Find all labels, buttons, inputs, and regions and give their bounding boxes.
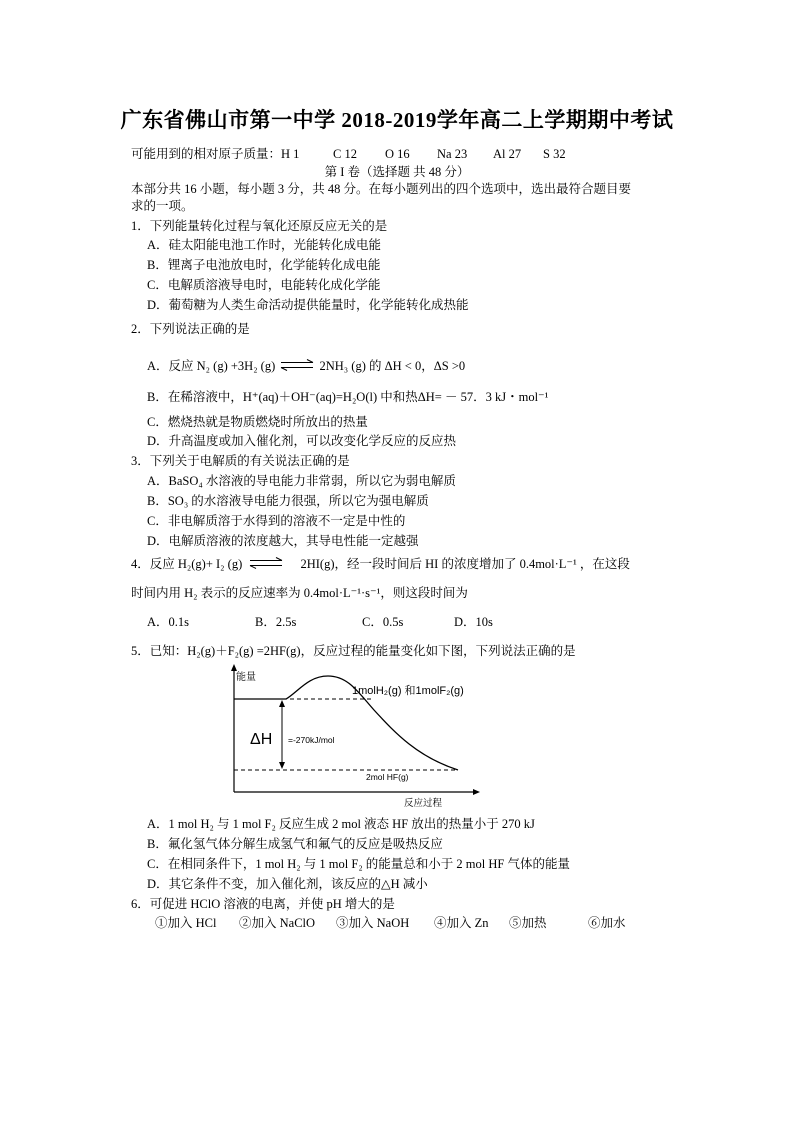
delta-h-arrow-up-icon [279, 700, 285, 707]
atomic-mass-o: O 16 [385, 147, 410, 161]
q1-option-c: C．电解质溶液导电时，电能转化成化学能 [147, 278, 381, 292]
delta-h-value: =-270kJ/mol [288, 735, 335, 745]
q4-stem-products: 2HI(g)，经一段时间后 HI 的浓度增加了 0.4mol·L⁻¹ ，在这段 [300, 557, 630, 571]
q4-options [147, 614, 493, 630]
exam-title: 广东省佛山市第一中学 2018-2019学年高二上学期期中考试 [120, 108, 674, 132]
q1-stem: 1．下列能量转化过程与氧化还原反应无关的是 [131, 219, 388, 233]
energy-diagram [226, 662, 486, 812]
q2-option-d: D．升高温度或加入催化剂，可以改变化学反应的反应热 [147, 434, 457, 448]
q4-option-b: B．2.5s [255, 615, 297, 629]
q5-option-a: A．1 mol H₂ 与 1 mol F₂ 反应生成 2 mol 液态 HF 放出的热量小于 270 kJ [147, 817, 535, 831]
q1-option-b: B．锂离子电池放电时，化学能转化成电能 [147, 258, 381, 272]
instructions-line-2: 求的一项。 [131, 199, 194, 213]
q2-option-c: C．燃烧热就是物质燃烧时所放出的热量 [147, 415, 368, 429]
equilibrium-arrow-icon [249, 557, 283, 569]
q1-option-d: D．葡萄糖为人类生命活动提供能量时，化学能转化成热能 [147, 298, 469, 312]
atomic-mass-h: H 1 [281, 147, 300, 161]
q6-option-6: ⑥加水 [588, 916, 626, 930]
atomic-masses-line [131, 146, 566, 162]
q2-stem: 2．下列说法正确的是 [131, 322, 250, 336]
reactant-label: 1molH₂(g) 和1molF₂(g) [352, 685, 464, 697]
x-axis-arrow-icon [473, 789, 480, 795]
q3-stem: 3．下列关于电解质的有关说法正确的是 [131, 454, 350, 468]
q2-option-a-products: 2NH₃ (g) 的 ΔH < 0，ΔS >0 [319, 359, 466, 373]
q4-option-d: D．10s [454, 615, 493, 629]
y-axis-arrow-icon [231, 664, 237, 671]
q6-option-2: ②加入 NaClO [239, 916, 316, 930]
q2-option-a [147, 358, 465, 374]
q5-option-d: D．其它条件不变，加入催化剂，该反应的△H 减小 [147, 877, 428, 891]
atomic-mass-c: C 12 [333, 147, 357, 161]
q6-stem: 6．可促进 HClO 溶液的电离，并使 pH 增大的是 [131, 897, 395, 911]
q2-option-b: B．在稀溶液中，H⁺(aq)＋OH⁻(aq)=H₂O(l) 中和热ΔH= － 57．3 kJ・mol⁻¹ [147, 390, 549, 404]
q4-stem-line-2: 时间内用 H₂ 表示的反应速率为 0.4mol·L⁻¹·s⁻¹，则这段时间为 [131, 586, 468, 600]
x-axis-label: 反应过程 [404, 798, 443, 809]
q4-option-c: C．0.5s [362, 615, 404, 629]
q3-option-b: B．SO₃ 的水溶液导电能力很强，所以它为强电解质 [147, 494, 429, 508]
delta-h-symbol: ΔH [250, 731, 273, 748]
q4-stem [131, 556, 630, 572]
atomic-mass-s: S 32 [543, 147, 566, 161]
q3-option-a: A．BaSO₄ 水溶液的导电能力非常弱，所以它为弱电解质 [147, 474, 456, 488]
atomic-mass-na: Na 23 [437, 147, 468, 161]
q1-option-a: A．硅太阳能电池工作时，光能转化成电能 [147, 238, 382, 252]
q2-option-a-reactants: A．反应 N₂ (g) +3H₂ (g) [147, 359, 276, 373]
product-label: 2mol HF(g) [366, 772, 409, 782]
y-axis-label: 能量 [236, 672, 256, 683]
q5-option-b: B．氟化氢气体分解生成氢气和氟气的反应是吸热反应 [147, 837, 443, 851]
q6-option-5: ⑤加热 [509, 916, 547, 930]
q6-option-4: ④加入 Zn [434, 916, 489, 930]
q6-options [155, 915, 626, 931]
atomic-mass-al: Al 27 [493, 147, 522, 161]
q5-option-c: C．在相同条件下，1 mol H₂ 与 1 mol F₂ 的能量总和小于 2 mol HF 气体的能量 [147, 857, 570, 871]
q3-option-d: D．电解质溶液的浓度越大，其导电性能一定越强 [147, 534, 419, 548]
q4-option-a: A．0.1s [147, 615, 190, 629]
section-title: 第 I 卷（选择题 共 48 分） [324, 165, 470, 179]
instructions-line-1: 本部分共 16 小题，每小题 3 分，共 48 分。在每小题列出的四个选项中，选出最符合题目要 [131, 182, 632, 196]
atomic-masses-label: 可能用到的相对原子质量： [131, 147, 282, 161]
q6-option-1: ①加入 HCl [155, 916, 217, 930]
q3-option-c: C．非电解质溶于水得到的溶液不一定是中性的 [147, 514, 406, 528]
q4-stem-reactants: 4．反应 H₂(g)+ I₂ (g) [131, 557, 243, 571]
q6-option-3: ③加入 NaOH [336, 916, 410, 930]
q5-stem: 5．已知：H₂(g)＋F₂(g) =2HF(g)，反应过程的能量变化如下图，下列说法正确的是 [131, 644, 576, 658]
delta-h-arrow-down-icon [279, 762, 285, 769]
equilibrium-arrow-icon [280, 359, 314, 371]
